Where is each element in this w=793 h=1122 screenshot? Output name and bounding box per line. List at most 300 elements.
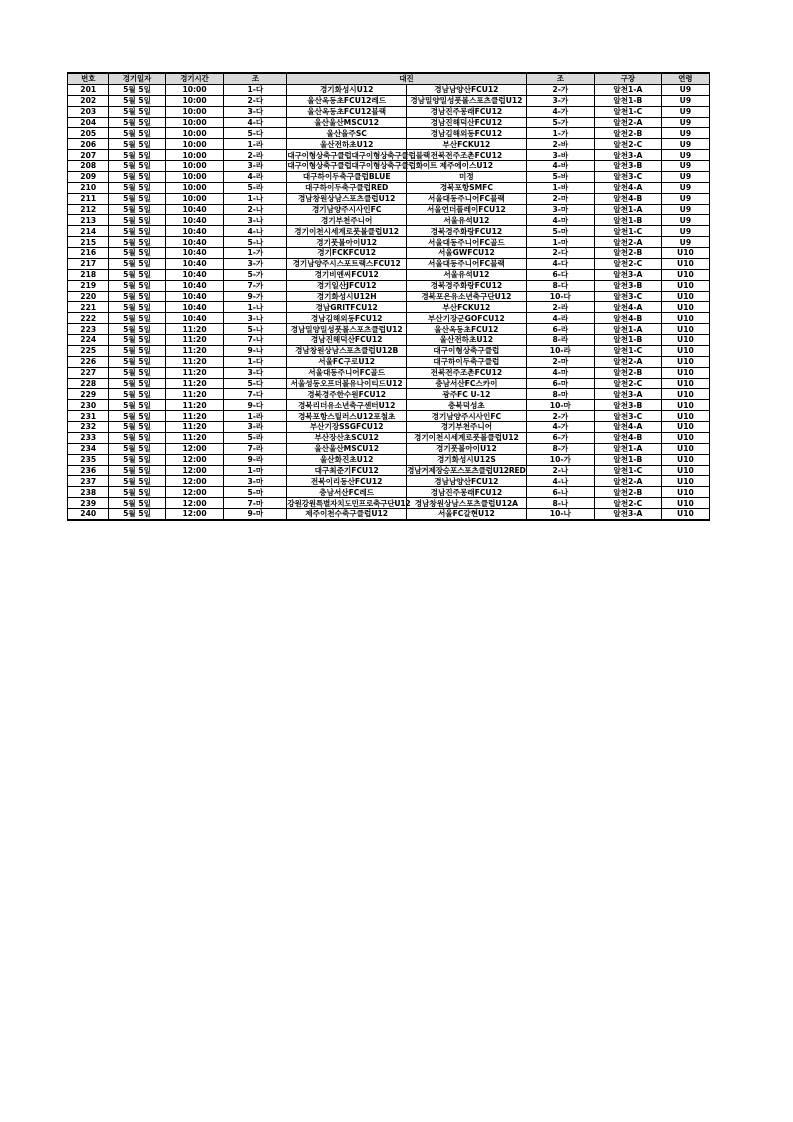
match-date: 5월 5일 — [109, 171, 165, 182]
away-group: 6-다 — [526, 269, 594, 280]
home-team: 서울대동주니어FC골드 — [287, 367, 407, 378]
age-class: U10 — [661, 335, 709, 346]
home-team: 부산기장SSGFCU12 — [287, 422, 407, 433]
away-group: 6-나 — [526, 487, 594, 498]
age-class: U10 — [661, 356, 709, 367]
table-row — [68, 378, 710, 389]
table-row — [68, 248, 710, 259]
venue: 알천1-A — [594, 204, 661, 215]
venue: 알천2-C — [594, 139, 661, 150]
age-class: U9 — [661, 161, 709, 172]
home-team: 경북경주한수원FCU12 — [287, 389, 407, 400]
match-date: 5월 5일 — [109, 345, 165, 356]
home-group: 5-다 — [224, 378, 287, 389]
age-class: U10 — [661, 389, 709, 400]
home-team: 경기남양주시스포트랙스FCU12 — [287, 258, 407, 269]
age-class: U9 — [661, 84, 709, 95]
away-team: 충북덕성초 — [407, 400, 527, 411]
venue: 알천4-B — [594, 432, 661, 443]
age-class: U10 — [661, 291, 709, 302]
home-group: 3-가 — [224, 258, 287, 269]
header-match: 대진 — [287, 73, 526, 84]
home-group: 5-나 — [224, 237, 287, 248]
away-group: 3-가 — [526, 95, 594, 106]
away-group: 1-마 — [526, 237, 594, 248]
match-no: 226 — [68, 356, 109, 367]
match-date: 5월 5일 — [109, 291, 165, 302]
away-team: 경북경주화랑FCU12 — [407, 280, 527, 291]
match-time: 12:00 — [165, 509, 224, 520]
away-group: 4-라 — [526, 313, 594, 324]
match-time: 10:00 — [165, 95, 224, 106]
away-group: 2-바 — [526, 139, 594, 150]
home-team: 울산율주SC — [287, 128, 407, 139]
away-group: 4-마 — [526, 215, 594, 226]
header-no: 번호 — [68, 73, 109, 84]
home-group: 1-가 — [224, 248, 287, 259]
home-team: 경기일산JFCU12 — [287, 280, 407, 291]
table-row — [68, 443, 710, 454]
table-row — [68, 291, 710, 302]
age-class: U10 — [661, 411, 709, 422]
home-group: 1-다 — [224, 84, 287, 95]
match-no: 202 — [68, 95, 109, 106]
match-date: 5월 5일 — [109, 400, 165, 411]
age-class: U10 — [661, 280, 709, 291]
venue: 알천3-C — [594, 411, 661, 422]
table-row — [68, 367, 710, 378]
venue: 알천1-C — [594, 106, 661, 117]
match-time: 10:00 — [165, 161, 224, 172]
match-no: 203 — [68, 106, 109, 117]
match-no: 229 — [68, 389, 109, 400]
match-time: 11:20 — [165, 356, 224, 367]
home-team: 서울성동오프더볼유나이티드U12 — [287, 378, 407, 389]
table-row — [68, 269, 710, 280]
venue: 알천1-C — [594, 465, 661, 476]
match-no: 216 — [68, 248, 109, 259]
table-row — [68, 302, 710, 313]
age-class: U10 — [661, 509, 709, 520]
match-no: 223 — [68, 324, 109, 335]
venue: 알천2-C — [594, 378, 661, 389]
match-time: 11:20 — [165, 389, 224, 400]
away-team: 경남창원상남스포츠클럽U12A — [407, 498, 527, 509]
match-date: 5월 5일 — [109, 454, 165, 465]
match-time: 11:20 — [165, 345, 224, 356]
match-no: 224 — [68, 335, 109, 346]
away-team: 제주에이스U12 — [407, 161, 527, 172]
venue: 알천2-A — [594, 117, 661, 128]
header-time: 경기시간 — [165, 73, 224, 84]
match-date: 5월 5일 — [109, 389, 165, 400]
match-no: 211 — [68, 193, 109, 204]
home-group: 9-가 — [224, 291, 287, 302]
table-row — [68, 345, 710, 356]
away-team: 경기이천시세계로풋볼클럽U12 — [407, 432, 527, 443]
away-team: 서울유석U12 — [407, 215, 527, 226]
match-time: 10:40 — [165, 291, 224, 302]
match-date: 5월 5일 — [109, 411, 165, 422]
away-team: 서울GWFCU12 — [407, 248, 527, 259]
header-group-away: 조 — [526, 73, 594, 84]
match-date: 5월 5일 — [109, 302, 165, 313]
home-team: 경기남양주시사인FC — [287, 204, 407, 215]
match-time: 10:00 — [165, 150, 224, 161]
away-team: 경남밀양밀성풋볼스포츠클럽U12 — [407, 95, 527, 106]
away-team: 경기풋볼아이U12 — [407, 443, 527, 454]
age-class: U10 — [661, 313, 709, 324]
home-group: 7-가 — [224, 280, 287, 291]
match-no: 230 — [68, 400, 109, 411]
match-date: 5월 5일 — [109, 313, 165, 324]
home-group: 4-라 — [224, 171, 287, 182]
match-date: 5월 5일 — [109, 367, 165, 378]
table-row — [68, 117, 710, 128]
match-date: 5월 5일 — [109, 422, 165, 433]
match-date: 5월 5일 — [109, 215, 165, 226]
table-row — [68, 171, 710, 182]
match-date: 5월 5일 — [109, 106, 165, 117]
home-group: 2-나 — [224, 204, 287, 215]
match-no: 225 — [68, 345, 109, 356]
away-group: 8-라 — [526, 335, 594, 346]
home-team: 울산전하초U12 — [287, 139, 407, 150]
match-time: 12:00 — [165, 443, 224, 454]
home-group: 3-다 — [224, 106, 287, 117]
venue: 알천1-B — [594, 454, 661, 465]
venue: 알천3-B — [594, 400, 661, 411]
header-group-home: 조 — [224, 73, 287, 84]
away-group: 10-가 — [526, 454, 594, 465]
home-team: 경기부천주니어 — [287, 215, 407, 226]
table-row — [68, 356, 710, 367]
match-date: 5월 5일 — [109, 356, 165, 367]
away-team: 서울대동주니어FC블랙 — [407, 258, 527, 269]
age-class: U9 — [661, 171, 709, 182]
age-class: U10 — [661, 400, 709, 411]
match-time: 10:40 — [165, 226, 224, 237]
away-team: 충남서산FC스카이 — [407, 378, 527, 389]
age-class: U10 — [661, 378, 709, 389]
home-team: 경북포항스틸러스U12포철초 — [287, 411, 407, 422]
match-time: 10:40 — [165, 204, 224, 215]
away-team: 울산옥동초FCU12 — [407, 324, 527, 335]
age-class: U10 — [661, 248, 709, 259]
venue: 알천1-A — [594, 324, 661, 335]
home-team: 경남GRITFCU12 — [287, 302, 407, 313]
table-row — [68, 411, 710, 422]
venue: 알천1-C — [594, 226, 661, 237]
age-class: U9 — [661, 95, 709, 106]
home-team: 대구하이두축구클럽RED — [287, 182, 407, 193]
home-team: 경북리더유소년축구센터U12 — [287, 400, 407, 411]
away-group: 8-다 — [526, 280, 594, 291]
home-team: 대구최준기FCU12 — [287, 465, 407, 476]
home-team: 제주이천수축구클럽U12 — [287, 509, 407, 520]
venue: 알천3-A — [594, 150, 661, 161]
table-row — [68, 400, 710, 411]
table-row — [68, 313, 710, 324]
home-group: 9-라 — [224, 454, 287, 465]
venue: 알천3-B — [594, 280, 661, 291]
match-no: 213 — [68, 215, 109, 226]
header-date: 경기일자 — [109, 73, 165, 84]
home-group: 5-나 — [224, 324, 287, 335]
match-schedule-table — [67, 72, 710, 521]
away-team: 서울대동주니어FC골드 — [407, 237, 527, 248]
table-row — [68, 226, 710, 237]
table-row — [68, 432, 710, 443]
age-class: U9 — [661, 128, 709, 139]
venue: 알천3-C — [594, 171, 661, 182]
venue: 알천2-A — [594, 476, 661, 487]
table-row — [68, 509, 710, 520]
away-team: 서울대동주니어FC블랙 — [407, 193, 527, 204]
away-group: 6-마 — [526, 378, 594, 389]
away-team: 경남진주몽래FCU12 — [407, 487, 527, 498]
match-time: 10:00 — [165, 84, 224, 95]
match-date: 5월 5일 — [109, 117, 165, 128]
match-no: 218 — [68, 269, 109, 280]
home-team: 대구이형상축구클럽대구이형상축구클럽블랙 — [287, 150, 431, 160]
home-team: 울산옥동초FCU12블랙 — [287, 106, 407, 117]
away-team: 울산전하초U12 — [407, 335, 527, 346]
away-group: 4-가 — [526, 422, 594, 433]
age-class: U10 — [661, 422, 709, 433]
away-group: 8-가 — [526, 443, 594, 454]
venue: 알천2-B — [594, 128, 661, 139]
match-time: 10:40 — [165, 215, 224, 226]
age-class: U9 — [661, 117, 709, 128]
home-group: 9-마 — [224, 509, 287, 520]
match-time: 10:40 — [165, 269, 224, 280]
match-time: 10:00 — [165, 182, 224, 193]
venue: 알천2-A — [594, 356, 661, 367]
match-date: 5월 5일 — [109, 498, 165, 509]
age-class: U9 — [661, 193, 709, 204]
match-time: 12:00 — [165, 465, 224, 476]
match-time: 11:20 — [165, 432, 224, 443]
home-group: 1-나 — [224, 302, 287, 313]
venue: 알천3-A — [594, 389, 661, 400]
home-team: 경남진해덕산FCU12 — [287, 335, 407, 346]
home-team: 강원강원특별자치도민프로축구단U12 — [287, 498, 411, 508]
away-team: 대구이형상축구클럽 — [407, 345, 527, 356]
home-team: 경기풋볼아이U12 — [287, 237, 407, 248]
match-no: 234 — [68, 443, 109, 454]
match-no: 238 — [68, 487, 109, 498]
away-group: 5-마 — [526, 226, 594, 237]
away-group: 6-라 — [526, 324, 594, 335]
home-group: 5-다 — [224, 128, 287, 139]
match-date: 5월 5일 — [109, 465, 165, 476]
match-no: 231 — [68, 411, 109, 422]
venue: 알천3-C — [594, 291, 661, 302]
age-class: U10 — [661, 269, 709, 280]
away-team: 경기화성시U12S — [407, 454, 527, 465]
match-date: 5월 5일 — [109, 487, 165, 498]
away-group: 5-가 — [526, 117, 594, 128]
table-row — [68, 454, 710, 465]
age-class: U10 — [661, 302, 709, 313]
table-row — [68, 465, 710, 476]
match-time: 10:40 — [165, 258, 224, 269]
home-group: 5-라 — [224, 182, 287, 193]
match-no: 208 — [68, 161, 109, 172]
home-team: 경남밀양밀성풋볼스포츠클럽U12 — [287, 324, 407, 335]
away-group: 2-다 — [526, 248, 594, 259]
venue: 알천4-A — [594, 182, 661, 193]
match-time: 10:40 — [165, 302, 224, 313]
away-group: 2-가 — [526, 84, 594, 95]
match-no: 210 — [68, 182, 109, 193]
venue: 알천1-A — [594, 443, 661, 454]
away-team: 서울유석U12 — [407, 269, 527, 280]
home-team: 울산옥동초FCU12레드 — [287, 95, 407, 106]
table-row — [68, 161, 710, 172]
table-row — [68, 215, 710, 226]
home-group: 1-라 — [224, 139, 287, 150]
match-no: 236 — [68, 465, 109, 476]
age-class: U9 — [661, 215, 709, 226]
match-time: 12:00 — [165, 454, 224, 465]
away-group: 2-나 — [526, 465, 594, 476]
match-no: 239 — [68, 498, 109, 509]
table-row — [68, 150, 710, 161]
away-team: 경남진주몽래FCU12 — [407, 106, 527, 117]
home-group: 9-다 — [224, 400, 287, 411]
age-class: U9 — [661, 150, 709, 161]
home-team: 경남창원상남스포츠클럽U12 — [287, 193, 407, 204]
away-group: 2-라 — [526, 302, 594, 313]
match-date: 5월 5일 — [109, 182, 165, 193]
match-time: 11:20 — [165, 335, 224, 346]
home-group: 3-라 — [224, 422, 287, 433]
home-team: 대구하이두축구클럽BLUE — [287, 171, 407, 182]
home-group: 1-나 — [224, 193, 287, 204]
venue: 알천1-B — [594, 335, 661, 346]
match-date: 5월 5일 — [109, 204, 165, 215]
table-row — [68, 422, 710, 433]
age-class: U10 — [661, 367, 709, 378]
match-no: 233 — [68, 432, 109, 443]
away-group: 2-가 — [526, 411, 594, 422]
home-team: 울산울산MSCU12 — [287, 117, 407, 128]
venue: 알천2-C — [594, 258, 661, 269]
away-team: 전북전주조촌FCU12 — [407, 150, 527, 161]
match-date: 5월 5일 — [109, 248, 165, 259]
away-team: 경기남양주시사인FC — [407, 411, 527, 422]
home-team: 서울FC구로U12 — [287, 356, 407, 367]
home-group: 3-라 — [224, 161, 287, 172]
away-team: 전북전주조촌FCU12 — [407, 367, 527, 378]
match-time: 11:20 — [165, 422, 224, 433]
home-team: 경기화성시U12H — [287, 291, 407, 302]
table-row — [68, 487, 710, 498]
match-no: 240 — [68, 509, 109, 520]
away-team: 서울FC갈현U12 — [407, 509, 527, 520]
header-age: 연령 — [661, 73, 709, 84]
away-team: 경북포은유소년축구단U12 — [407, 291, 527, 302]
age-class: U10 — [661, 443, 709, 454]
home-team: 경남창원상남스포츠클럽U12B — [287, 345, 407, 356]
match-time: 10:00 — [165, 171, 224, 182]
match-date: 5월 5일 — [109, 226, 165, 237]
match-no: 204 — [68, 117, 109, 128]
home-group: 7-다 — [224, 389, 287, 400]
away-team: 경남김해외동FCU12 — [407, 128, 527, 139]
venue: 알천1-A — [594, 84, 661, 95]
away-team: 경남남양산FCU12 — [407, 476, 527, 487]
home-team: 경기화성시U12 — [287, 84, 407, 95]
match-time: 10:00 — [165, 106, 224, 117]
age-class: U10 — [661, 324, 709, 335]
age-class: U10 — [661, 345, 709, 356]
away-group: 3-마 — [526, 204, 594, 215]
age-class: U9 — [661, 106, 709, 117]
venue: 알천4-B — [594, 313, 661, 324]
table-row — [68, 389, 710, 400]
venue: 알천2-B — [594, 487, 661, 498]
table-row — [68, 476, 710, 487]
match-time: 11:20 — [165, 367, 224, 378]
away-team: 대구하이두축구클럽 — [407, 356, 527, 367]
match-time: 10:00 — [165, 193, 224, 204]
away-group: 4-바 — [526, 161, 594, 172]
table-row — [68, 280, 710, 291]
home-group: 2-라 — [224, 150, 287, 161]
age-class: U10 — [661, 454, 709, 465]
match-time: 12:00 — [165, 487, 224, 498]
match-no: 217 — [68, 258, 109, 269]
table-row — [68, 95, 710, 106]
table-row — [68, 498, 710, 509]
table-row — [68, 335, 710, 346]
age-class: U10 — [661, 258, 709, 269]
match-date: 5월 5일 — [109, 237, 165, 248]
venue: 알천1-C — [594, 345, 661, 356]
match-date: 5월 5일 — [109, 258, 165, 269]
away-group: 4-가 — [526, 106, 594, 117]
home-group: 4-나 — [224, 226, 287, 237]
match-no: 201 — [68, 84, 109, 95]
venue: 알천4-A — [594, 422, 661, 433]
table-row — [68, 139, 710, 150]
match-no: 221 — [68, 302, 109, 313]
home-group: 7-라 — [224, 443, 287, 454]
match-no: 219 — [68, 280, 109, 291]
venue: 알천4-B — [594, 193, 661, 204]
match-date: 5월 5일 — [109, 509, 165, 520]
match-date: 5월 5일 — [109, 84, 165, 95]
venue: 알천3-A — [594, 269, 661, 280]
away-group: 4-마 — [526, 367, 594, 378]
away-group: 4-나 — [526, 476, 594, 487]
away-group: 2-마 — [526, 193, 594, 204]
home-group: 3-다 — [224, 367, 287, 378]
home-group: 5-마 — [224, 487, 287, 498]
away-group: 10-마 — [526, 400, 594, 411]
table-row — [68, 84, 710, 95]
home-team: 경기FCKFCU12 — [287, 248, 407, 259]
match-no: 205 — [68, 128, 109, 139]
home-group: 5-라 — [224, 432, 287, 443]
venue: 알천2-B — [594, 367, 661, 378]
match-time: 11:20 — [165, 378, 224, 389]
match-time: 12:00 — [165, 476, 224, 487]
match-time: 10:00 — [165, 117, 224, 128]
